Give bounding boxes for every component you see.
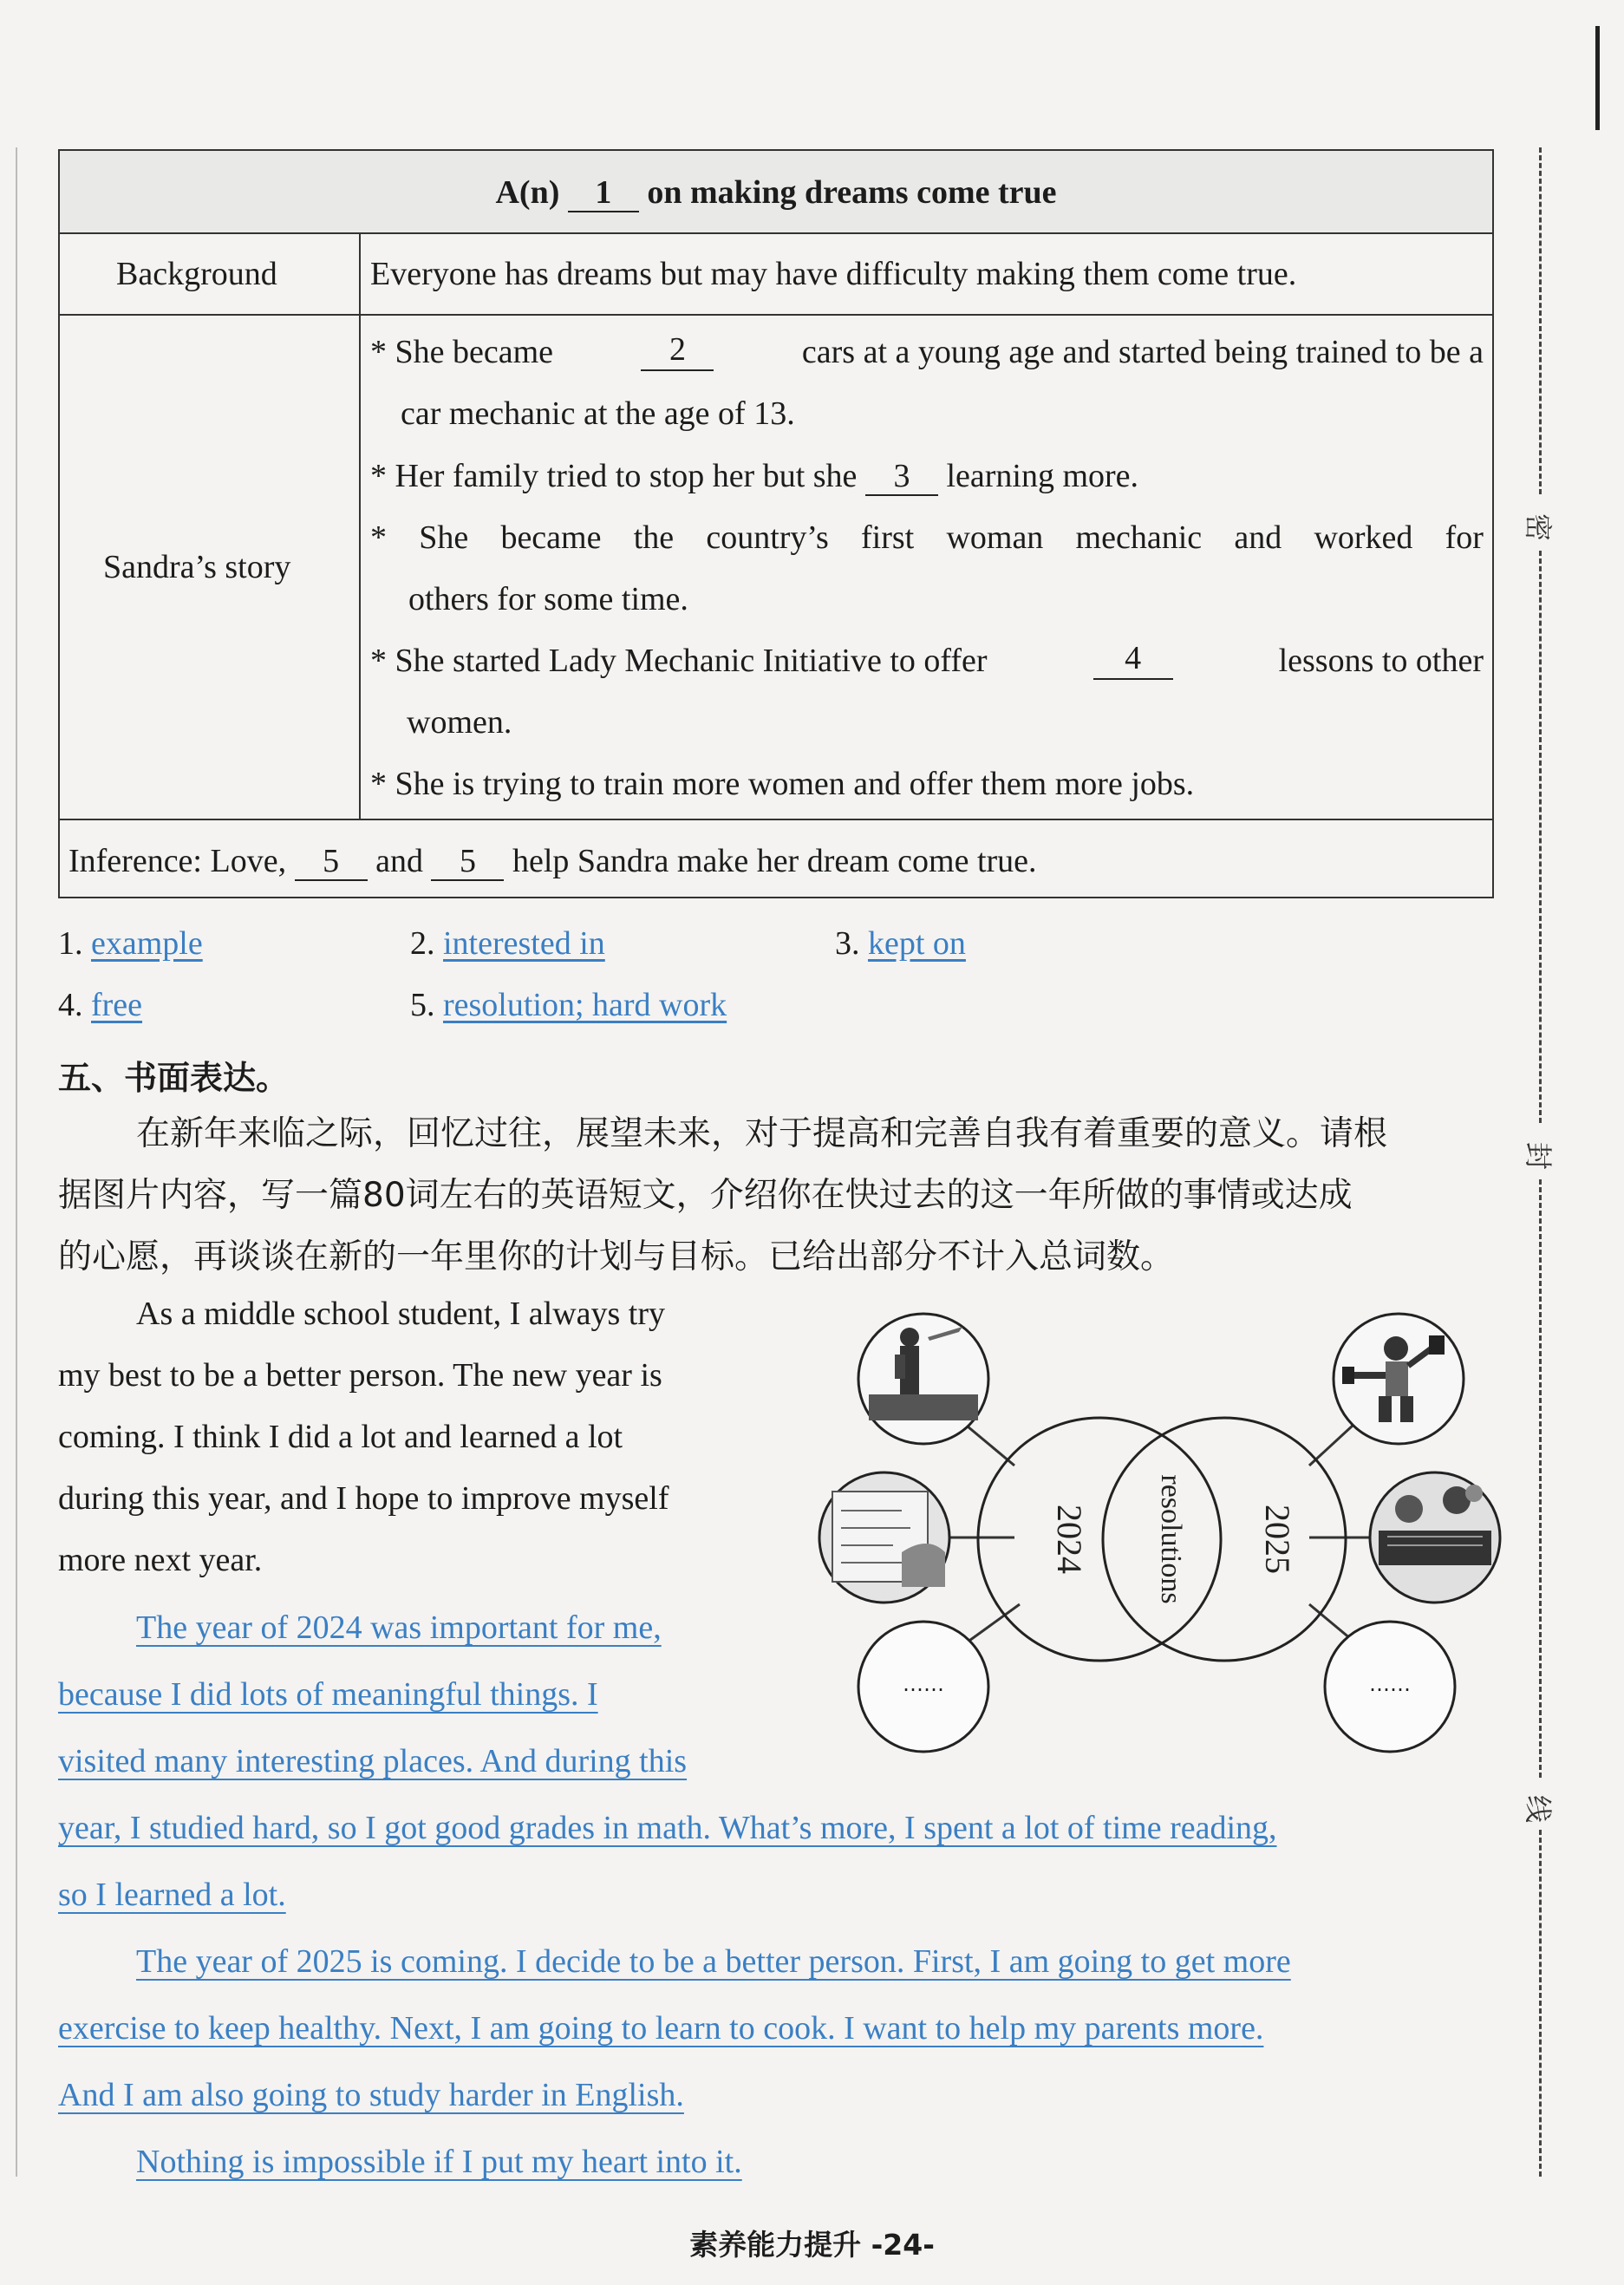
answer-line-7: exercise to keep healthy. Next, I am going to learn to cook. I want to help my parents more. bbox=[58, 2010, 1264, 2047]
answer-line-6: The year of 2025 is coming. I decide to be a better person. First, I am going to get more bbox=[136, 1943, 1291, 1980]
answer-4: 4. free bbox=[58, 987, 143, 1023]
ellipsis-left: …… bbox=[903, 1672, 944, 1696]
given-line-1: As a middle school student, I always try bbox=[136, 1296, 666, 1332]
binding-dashed-line bbox=[1539, 551, 1542, 1123]
binding-dashed-line bbox=[1539, 147, 1542, 494]
story-line-3: * Her family tried to stop her but she 3 learning more. bbox=[370, 458, 1139, 494]
table-title: A(n) 1 on making dreams come true bbox=[495, 174, 1057, 211]
table-rule bbox=[60, 314, 1492, 316]
story-line-5: others for some time. bbox=[408, 581, 688, 617]
answer-line-4: year, I studied hard, so I got good grades in math. What’s more, I spent a lot of time reading, bbox=[58, 1810, 1277, 1846]
year-2024: 2024 bbox=[1050, 1505, 1089, 1574]
answer-line-9: Nothing is impossible if I put my heart into it. bbox=[136, 2144, 742, 2180]
margin-char-mi: 密 bbox=[1522, 512, 1556, 542]
answer-3: 3. kept on bbox=[835, 925, 966, 962]
margin-char-xian: 线 bbox=[1522, 1794, 1556, 1824]
story-label: Sandra’s story bbox=[103, 549, 291, 585]
resolutions-label: resolutions bbox=[1155, 1474, 1187, 1604]
answer-line-2: because I did lots of meaningful things. I bbox=[58, 1676, 598, 1713]
answer-line-5: so I learned a lot. bbox=[58, 1877, 286, 1913]
resolutions-mind-map bbox=[798, 1292, 1526, 1778]
given-line-2: my best to be a better person. The new year is bbox=[58, 1357, 662, 1394]
binding-dashed-line bbox=[1539, 1179, 1542, 1778]
given-line-4: during this year, and I hope to improve myself bbox=[58, 1480, 669, 1517]
margin-char-feng: 封 bbox=[1522, 1141, 1556, 1171]
blank-1: 1 bbox=[568, 176, 639, 212]
table-column-divider bbox=[359, 232, 361, 819]
blank-3: 3 bbox=[865, 460, 938, 496]
story-line-6: * She started Lady Mechanic Initiative to offer 4 lessons to other bbox=[370, 640, 1484, 679]
prompt-line-2: 据图片内容，写一篇80词左右的英语短文，介绍你在快过去的这一年所做的事情或达成 bbox=[58, 1176, 1353, 1215]
table-rule bbox=[60, 232, 1492, 234]
more-right-circle bbox=[1325, 1622, 1455, 1752]
exercise-picture bbox=[1334, 1314, 1464, 1444]
answer-1: 1. example bbox=[58, 925, 203, 962]
given-line-5: more next year. bbox=[58, 1542, 263, 1578]
background-text: Everyone has dreams but may have difficulty making them come true. bbox=[370, 256, 1297, 292]
page-footer: 素养能力提升 -24- bbox=[689, 2228, 935, 2262]
table-rule bbox=[60, 819, 1492, 820]
scan-edge-mark bbox=[1595, 26, 1600, 130]
left-edge-line bbox=[16, 147, 17, 2177]
prompt-line-3: 的心愿，再谈谈在新的一年里你的计划与目标。已给出部分不计入总词数。 bbox=[58, 1237, 1175, 1276]
ellipsis-right: …… bbox=[1369, 1672, 1411, 1696]
answer-2: 2. interested in bbox=[410, 925, 605, 962]
year-2025: 2025 bbox=[1258, 1505, 1297, 1574]
story-line-8: * She is trying to train more women and offer them more jobs. bbox=[370, 766, 1195, 802]
cooking-picture bbox=[1370, 1472, 1500, 1603]
binding-dashed-line bbox=[1539, 1830, 1542, 2177]
story-line-1: * She became 2 cars at a young age and started being trained to be a bbox=[370, 331, 1484, 370]
background-label: Background bbox=[116, 256, 277, 292]
prompt-line-1: 在新年来临之际，回忆过往，展望未来，对于提高和完善自我有着重要的意义。请根 bbox=[136, 1114, 1388, 1153]
blank-5b: 5 bbox=[431, 845, 504, 881]
answer-line-8: And I am also going to study harder in English. bbox=[58, 2077, 684, 2113]
blank-2: 2 bbox=[641, 333, 714, 371]
story-line-4: * She became the country’s first woman mechanic and worked for bbox=[370, 519, 1484, 556]
section-heading: 五、书面表达。 bbox=[58, 1059, 290, 1097]
story-line-7: women. bbox=[407, 704, 512, 741]
story-line-2: car mechanic at the age of 13. bbox=[401, 395, 795, 432]
study-notes-picture bbox=[819, 1472, 949, 1603]
answer-5: 5. resolution; hard work bbox=[410, 987, 727, 1023]
more-left-circle bbox=[858, 1622, 988, 1752]
blank-4: 4 bbox=[1093, 642, 1173, 680]
answer-line-1: The year of 2024 was important for me, bbox=[136, 1609, 662, 1646]
inference-line: Inference: Love, 5 and 5 help Sandra make her dream come true. bbox=[68, 843, 1037, 879]
summary-table bbox=[58, 149, 1494, 898]
venn-circle-2025 bbox=[1103, 1418, 1346, 1661]
travel-picture bbox=[858, 1314, 988, 1444]
answer-line-3: visited many interesting places. And during this bbox=[58, 1743, 688, 1779]
blank-5a: 5 bbox=[295, 845, 368, 881]
given-line-3: coming. I think I did a lot and learned a lot bbox=[58, 1419, 623, 1455]
